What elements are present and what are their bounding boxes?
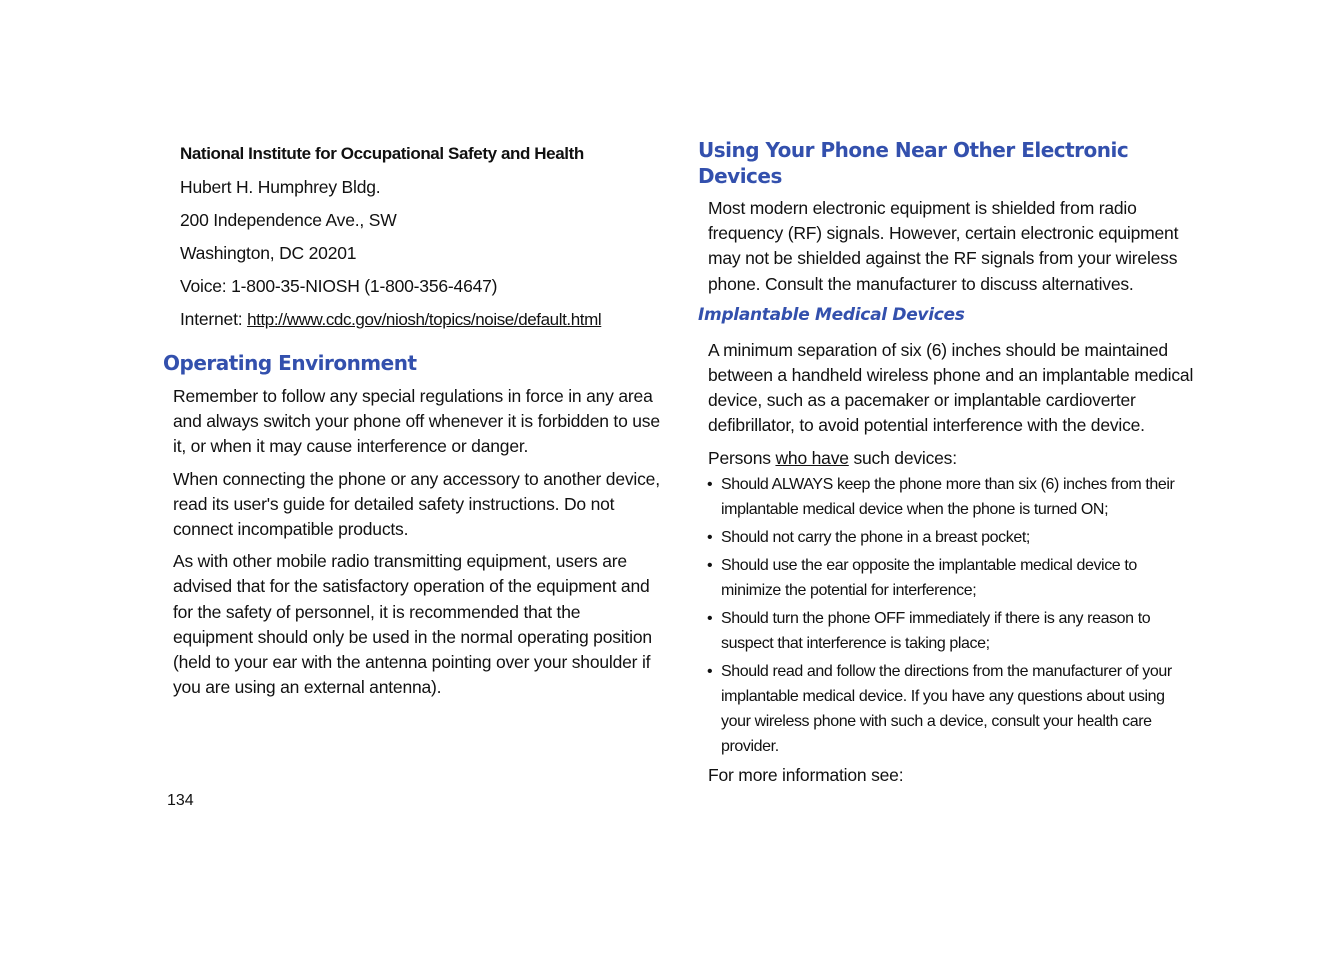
bullet-dot: • <box>707 556 713 574</box>
persons-underlined: who have <box>775 447 849 468</box>
bullet-text: Should use the ear opposite the implantable medical device to minimize the potential for interference; <box>721 556 1137 599</box>
list-item <box>707 525 1198 550</box>
bullet-text: Should ALWAYS keep the phone more than six (6) inches from their implantable medical device when the phone is turned ON; <box>721 475 1175 518</box>
address-line-building: Hubert H. Humphrey Bldg. <box>180 177 381 197</box>
implantable-paragraph: A minimum separation of six (6) inches should be maintained between a handheld wireless phone and an implantable medical device, such as a pacemaker or implantable cardioverter defibrillator, to avoid potential interference with the device. <box>708 339 1194 436</box>
list-item <box>707 659 1198 759</box>
left-column <box>163 143 663 700</box>
page-number: 134 <box>167 792 194 809</box>
persons-prefix: Persons <box>708 447 776 468</box>
niosh-website-link[interactable]: http://www.cdc.gov/niosh/topics/noise/default.html <box>247 310 602 329</box>
bullet-dot: • <box>707 662 713 680</box>
address-line-voice: Voice: 1-800-35-NIOSH (1-800-356-4647) <box>180 276 498 296</box>
more-information-line: For more information see: <box>708 764 904 785</box>
niosh-address-block <box>180 143 663 331</box>
niosh-title: National Institute for Occupational Safety and Health <box>180 144 584 163</box>
persons-suffix: such devices: <box>848 447 957 468</box>
list-item <box>707 472 1198 522</box>
electronic-devices-intro: Most modern electronic equipment is shielded from radio frequency (RF) signals. However, certain electronic equipment may not be shielded against the RF signals from your wireless phone. Consult the manufacturer to discuss alternatives. <box>708 198 1179 294</box>
operating-environment-heading: Operating Environment <box>163 351 417 375</box>
address-line-city: Washington, DC 20201 <box>180 243 357 263</box>
bullet-text: Should not carry the phone in a breast pocket; <box>721 528 1030 546</box>
operating-paragraph-1: Remember to follow any special regulations in force in any area and always switch your phone off whenever it is forbidden to use it, or when it may cause interference or danger. <box>173 386 660 457</box>
implantable-bullet-list <box>698 472 1198 759</box>
electronic-devices-heading: Using Your Phone Near Other Electronic Devices <box>698 138 1129 188</box>
internet-label: Internet: <box>180 309 248 329</box>
bullet-text: Should turn the phone OFF immediately if there is any reason to suspect that interference is taking place; <box>721 609 1151 652</box>
bullet-dot: • <box>707 528 713 546</box>
operating-paragraph-2: When connecting the phone or any accessory to another device, read its user's guide for detailed safety instructions. Do not connect incompatible products. <box>173 468 660 540</box>
address-line-street: 200 Independence Ave., SW <box>180 210 397 230</box>
list-item <box>707 553 1198 603</box>
operating-paragraph-3: As with other mobile radio transmitting equipment, users are advised that for the satisfactory operation of the equipment and for the safety of personnel, it is recommended that the equipment should only be used in the normal operating position (held to your ear with the antenna pointing over your shoulder if you are using an external antenna). <box>173 551 652 698</box>
bullet-dot: • <box>707 475 713 493</box>
persons-line <box>708 446 1198 471</box>
bullet-dot: • <box>707 609 713 627</box>
implantable-devices-heading: Implantable Medical Devices <box>698 304 965 325</box>
list-item <box>707 606 1198 656</box>
address-line-internet <box>180 308 663 331</box>
bullet-text: Should read and follow the directions from the manufacturer of your implantable medical device. If you have any questions about using your wireless phone with such a device, consult your health care provider. <box>721 662 1172 755</box>
right-column <box>698 137 1198 788</box>
